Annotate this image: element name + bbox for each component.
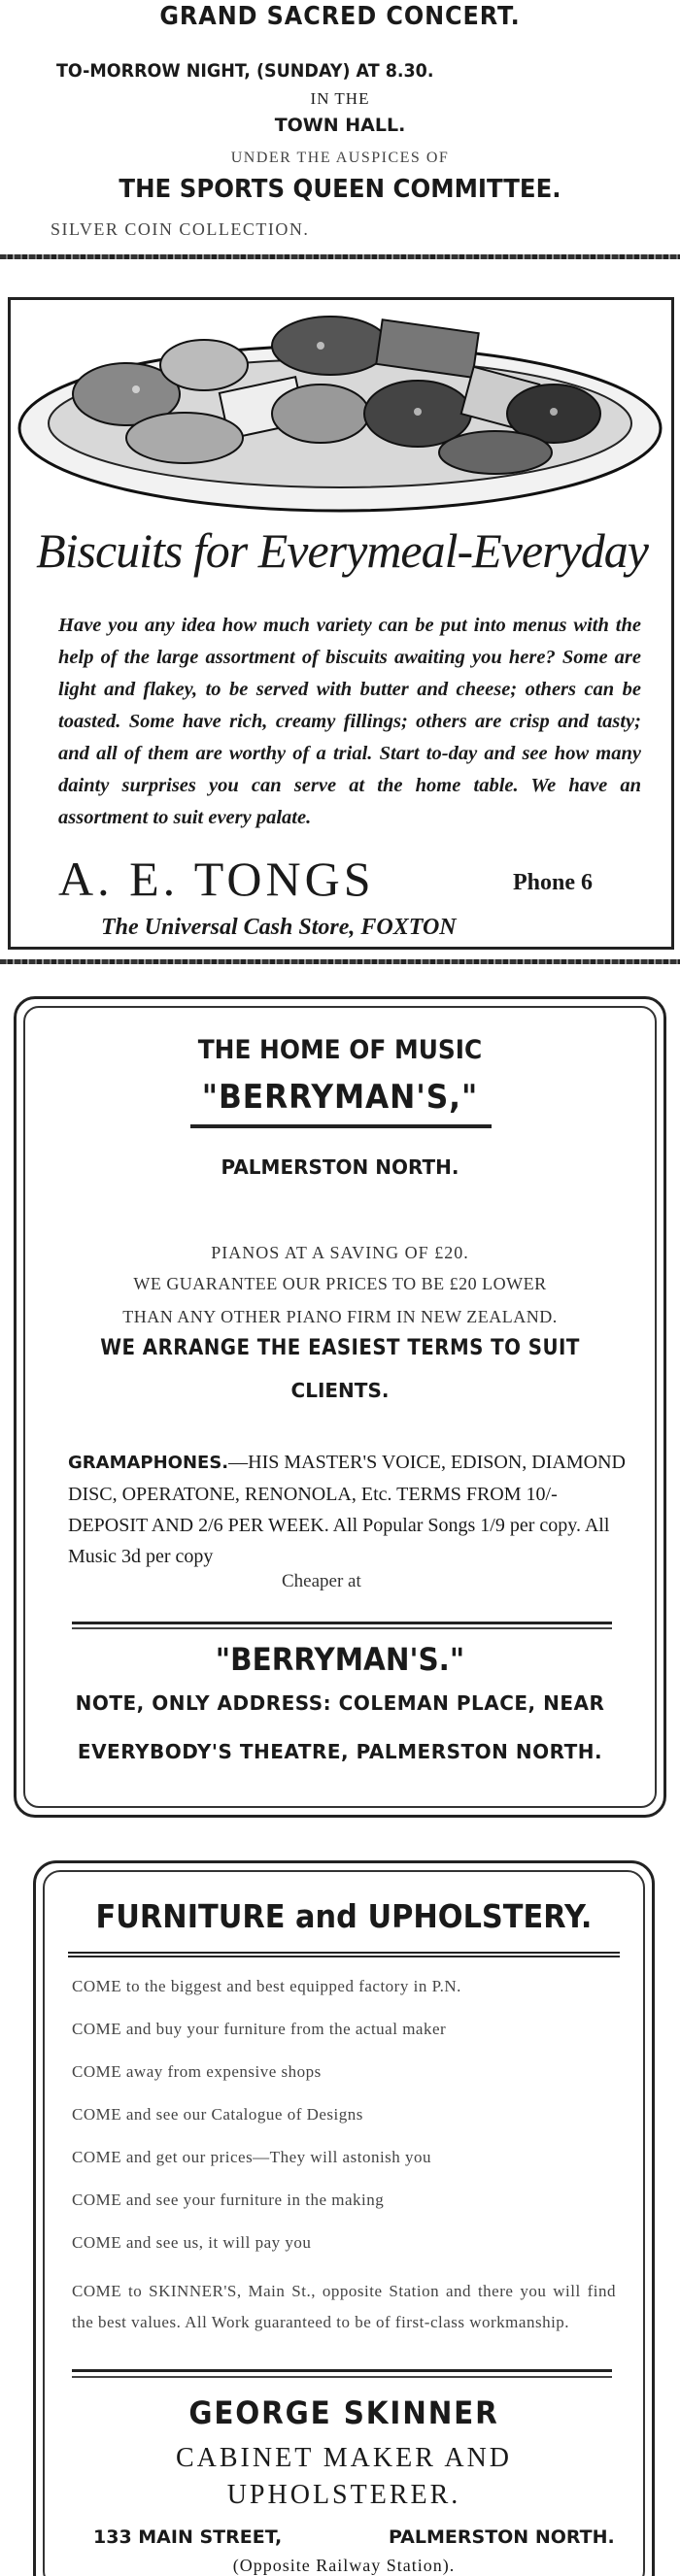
berrymans-brand: "BERRYMAN'S," xyxy=(201,1078,479,1117)
berrymans-city: PALMERSTON NORTH. xyxy=(221,1155,459,1179)
list-item: COME and see us, it will pay you xyxy=(72,2233,312,2252)
concert-title: GRAND SACRED CONCERT. xyxy=(159,2,521,31)
easy-terms-cont: CLIENTS. xyxy=(290,1379,390,1402)
berrymans-brand-footer: "BERRYMAN'S." xyxy=(215,1641,465,1678)
home-of-music-heading: THE HOME OF MUSIC xyxy=(197,1035,483,1065)
trade-line-1: CABINET MAKER AND xyxy=(175,2443,513,2473)
concert-notice xyxy=(0,0,680,260)
pianos-saving: PIANOS AT A SAVING OF £20. xyxy=(211,1243,469,1262)
biscuit-platter-illustration xyxy=(10,268,670,559)
address-line: EVERYBODY'S THEATRE, PALMERSTON NORTH. xyxy=(77,1740,603,1763)
opposite-station: (Opposite Railway Station). xyxy=(232,2556,456,2575)
section-divider xyxy=(0,254,680,259)
list-item: COME and buy your furniture from the actual maker xyxy=(72,2020,447,2038)
come-list xyxy=(72,1977,616,2338)
biscuits-advertisement xyxy=(0,268,680,955)
gramophones-text xyxy=(68,1447,631,1572)
merchant-store: The Universal Cash Store, FOXTON xyxy=(101,915,457,940)
list-item: COME to the biggest and best equipped factory in P.N. xyxy=(72,1977,461,1995)
easy-terms: WE ARRANGE THE EASIEST TERMS TO SUIT xyxy=(100,1336,580,1360)
furniture-heading: FURNITURE and UPHOLSTERY. xyxy=(95,1897,593,1935)
street-address: 133 MAIN STREET, xyxy=(93,2526,283,2548)
concert-auspices: UNDER THE AUSPICES OF xyxy=(230,150,450,166)
list-item: COME and see our Catalogue of Designs xyxy=(72,2105,363,2124)
price-guarantee: WE GUARANTEE OUR PRICES TO BE £20 LOWER xyxy=(133,1274,547,1293)
section-divider xyxy=(0,959,680,964)
city-address: PALMERSTON NORTH. xyxy=(389,2526,615,2548)
berrymans-advertisement xyxy=(0,971,680,1763)
biscuits-body-text: Have you any idea how much variety can be put into menus with the help of the large assortment of biscuits awaiting you here? Some are light and flakey, to be served with butter and cheese; others can be toasted. Some have rich, creamy fillings; others are crisp and tasty; and all of them are worthy of a trial. Start to-day and see how many dainty surprises you can serve at the home table. We have an assortment to suit every palate. xyxy=(58,615,641,828)
list-item: COME and see your furniture in the making xyxy=(72,2191,385,2209)
concert-collection: SILVER COIN COLLECTION. xyxy=(51,219,310,239)
merchant-phone: Phone 6 xyxy=(513,870,594,895)
price-guarantee-cont: THAN ANY OTHER PIANO FIRM IN NEW ZEALAND. xyxy=(122,1307,558,1326)
concert-committee: THE SPORTS QUEEN COMMITTEE. xyxy=(119,175,561,204)
double-rule xyxy=(72,1622,612,1629)
proprietor-name: GEORGE SKINNER xyxy=(188,2394,499,2431)
concert-venue: TOWN HALL. xyxy=(274,115,406,136)
merchant-name: A. E. TONGS xyxy=(58,852,375,906)
trade-line-2: UPHOLSTERER. xyxy=(226,2480,461,2510)
concert-date: TO-MORROW NIGHT, (SUNDAY) AT 8.30. xyxy=(56,60,434,82)
furniture-advertisement xyxy=(0,1816,680,2576)
list-item: COME away from expensive shops xyxy=(72,2062,322,2081)
brand-underline xyxy=(190,1124,492,1128)
heading-underline xyxy=(68,1952,620,1957)
gramophones-details: —HIS MASTER'S VOICE, EDISON, DIAMOND DISC, OPERATONE, RENONOLA, Etc. TERMS FROM 10/- DEPOSIT AND 2/6 PER WEEK. All Popular Songs 1/9 per copy. All Music 3d per copy xyxy=(68,1452,626,1567)
address-note: NOTE, ONLY ADDRESS: COLEMAN PLACE, NEAR xyxy=(75,1691,605,1715)
double-rule xyxy=(72,2369,612,2378)
concert-in-the: IN THE xyxy=(310,89,370,108)
cheaper-at: Cheaper at xyxy=(282,1571,361,1591)
list-item: COME and get our prices—They will astonish you xyxy=(72,2148,432,2166)
biscuits-headline: Biscuits for Everymeal-Everyday xyxy=(36,523,648,578)
list-item: COME to SKINNER'S, Main St., opposite Station and there you will find the best values. All Work guaranteed to be of first-class workmanship. xyxy=(72,2282,616,2331)
gramophones-label: GRAMAPHONES. xyxy=(68,1453,229,1473)
